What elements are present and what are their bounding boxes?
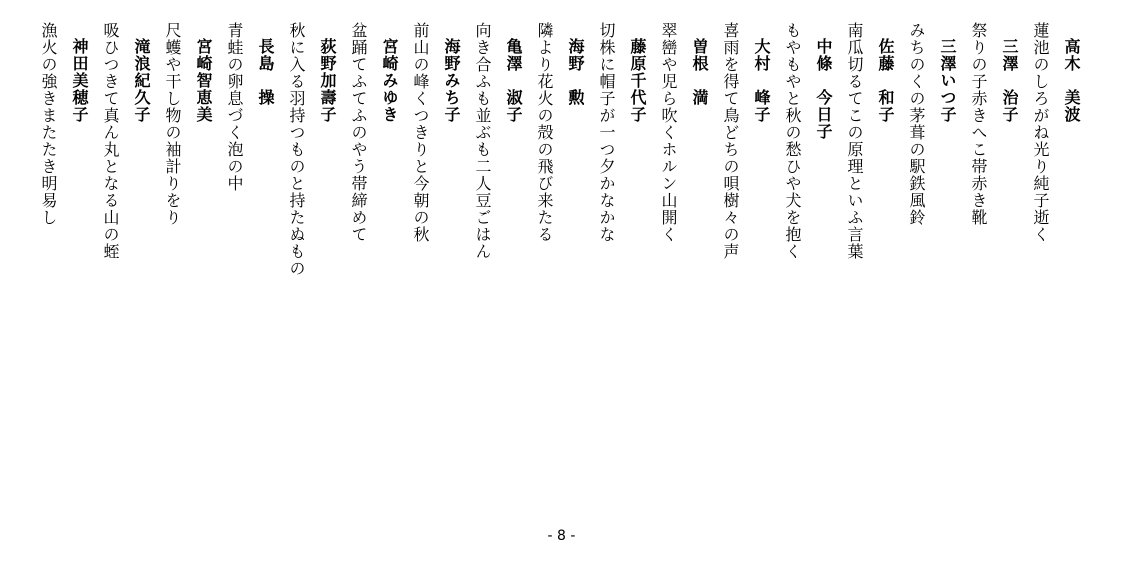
author-name: 海野みち子 [442, 38, 461, 123]
haiku-entry [405, 22, 467, 512]
author-name: 三澤いつ子 [938, 38, 957, 123]
haiku-entry [467, 22, 529, 512]
author-name: 海野 勲 [566, 38, 585, 106]
author-name: 滝浪紀久子 [132, 38, 151, 123]
haiku-entry [33, 22, 95, 512]
haiku-text: 隣より花火の殻の飛び来たる [535, 22, 554, 243]
author-name: 宮崎みゆき [380, 38, 399, 123]
author-name: 荻野加壽子 [318, 38, 337, 123]
haiku-text: 喜雨を得て鳥どちの唄樹々の声 [721, 22, 740, 260]
haiku-text: 盆踊てふてふのやう帯締めて [349, 22, 368, 243]
haiku-text: 青蛙の卵息づく泡の中 [225, 22, 244, 192]
haiku-entry [343, 22, 405, 512]
haiku-entry [591, 22, 653, 512]
author-name: 三澤 治子 [1000, 38, 1019, 123]
haiku-entry [529, 22, 591, 512]
haiku-text: 祭りの子赤きへこ帯赤き靴 [969, 22, 988, 226]
haiku-text: 前山の峰くつきりと今朝の秋 [411, 22, 430, 243]
author-name: 神田美穂子 [70, 38, 89, 123]
haiku-text: 蓮池のしろがね光り純子逝く [1031, 22, 1050, 243]
author-name: 宮崎智恵美 [194, 38, 213, 123]
haiku-entry [653, 22, 715, 512]
haiku-entry [777, 22, 839, 512]
page-number: - 8 - [547, 528, 576, 544]
haiku-text: 尺蠖や干し物の袖計りをり [163, 22, 182, 226]
haiku-entry [281, 22, 343, 512]
author-name: 亀澤 淑子 [504, 38, 523, 123]
haiku-entry [963, 22, 1025, 512]
author-name: 大村 峰子 [752, 38, 771, 123]
haiku-entry [839, 22, 901, 512]
haiku-text: 漁火の強きまたたき明易し [39, 22, 58, 226]
haiku-entry [715, 22, 777, 512]
haiku-text: 翠巒や児ら吹くホルン山開く [659, 22, 678, 243]
author-name: 曽根 満 [690, 38, 709, 106]
haiku-text: 秋に入る羽持つものと持たぬもの [287, 22, 306, 277]
haiku-text: みちのくの茅葺の駅鉄風鈴 [907, 22, 926, 226]
author-name: 藤原千代子 [628, 38, 647, 123]
haiku-columns [33, 22, 1087, 512]
haiku-entry [219, 22, 281, 512]
haiku-text: 向き合ふも並ぶも二人豆ごはん [473, 22, 492, 260]
author-name: 中條 今日子 [814, 38, 833, 140]
haiku-entry [157, 22, 219, 512]
haiku-text: 吸ひつきて真ん丸となる山の蛭 [101, 22, 120, 260]
haiku-entry [901, 22, 963, 512]
haiku-text: 切株に帽子が一つ夕かなかな [597, 22, 616, 243]
haiku-text: 南瓜切るてこの原理といふ言葉 [845, 22, 864, 260]
haiku-entry [95, 22, 157, 512]
author-name: 佐藤 和子 [876, 38, 895, 123]
haiku-entry [1025, 22, 1087, 512]
haiku-text: もやもやと秋の愁ひや犬を抱く [783, 22, 802, 260]
author-name: 高木 美波 [1062, 38, 1081, 123]
author-name: 長島 操 [256, 38, 275, 106]
